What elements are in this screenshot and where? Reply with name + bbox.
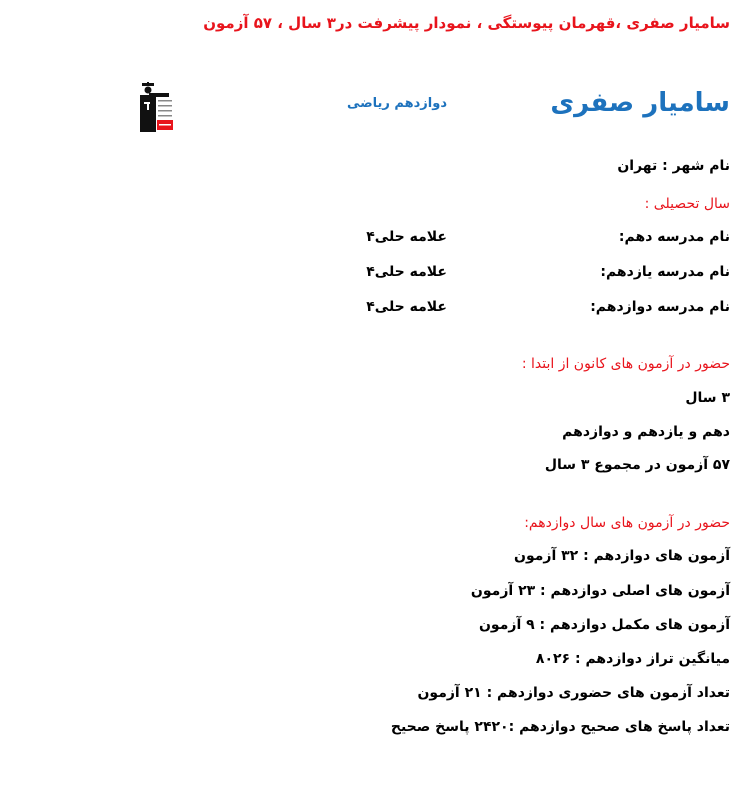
grade-field: دوازدهم ریاضی: [346, 96, 447, 111]
grade12-supplementary-exams: آزمون های مکمل دوازدهم : ۹ آزمون: [478, 617, 730, 633]
academic-year-label: سال تحصیلی :: [644, 196, 730, 212]
attendance-total-exams: ۵۷ آزمون در مجموع ۳ سال: [544, 457, 730, 473]
school-grade12-label: نام مدرسه دوازدهم:: [590, 299, 730, 315]
school-grade10-value: علامه حلی۴: [366, 229, 447, 245]
grade12-average-score: میانگین تراز دوازدهم : ۸۰۲۶: [535, 651, 730, 667]
school-grade11-label: نام مدرسه یازدهم:: [600, 264, 730, 280]
kanoon-logo-icon: [137, 82, 179, 132]
school-grade12-value: علامه حلی۴: [366, 299, 447, 315]
grade12-correct-answers: تعداد پاسخ های صحیح دوازدهم :۲۴۲۰ پاسخ صحیح: [390, 719, 730, 735]
attendance-grades: دهم و یازدهم و دوازدهم: [562, 424, 730, 440]
grade12-main-exams: آزمون های اصلی دوازدهم : ۲۳ آزمون: [470, 583, 730, 599]
attendance-years: ۳ سال: [685, 390, 730, 406]
city-info: نام شهر : تهران: [617, 158, 730, 174]
page-title: سامیار صفری ،قهرمان پیوستگی ، نمودار پیشرفت در۳ سال ، ۵۷ آزمون: [203, 14, 730, 32]
school-grade11-value: علامه حلی۴: [366, 264, 447, 280]
attendance-since-start-heading: حضور در آزمون های کانون از ابتدا :: [521, 356, 730, 372]
grade12-in-person-exams: تعداد آزمون های حضوری دوازدهم : ۲۱ آزمون: [417, 685, 730, 701]
student-name: سامیار صفری: [550, 88, 730, 118]
grade12-attendance-heading: حضور در آزمون های سال دوازدهم:: [524, 515, 730, 531]
school-grade10-label: نام مدرسه دهم:: [618, 229, 730, 245]
grade12-total-exams: آزمون های دوازدهم : ۳۲ آزمون: [514, 548, 730, 564]
